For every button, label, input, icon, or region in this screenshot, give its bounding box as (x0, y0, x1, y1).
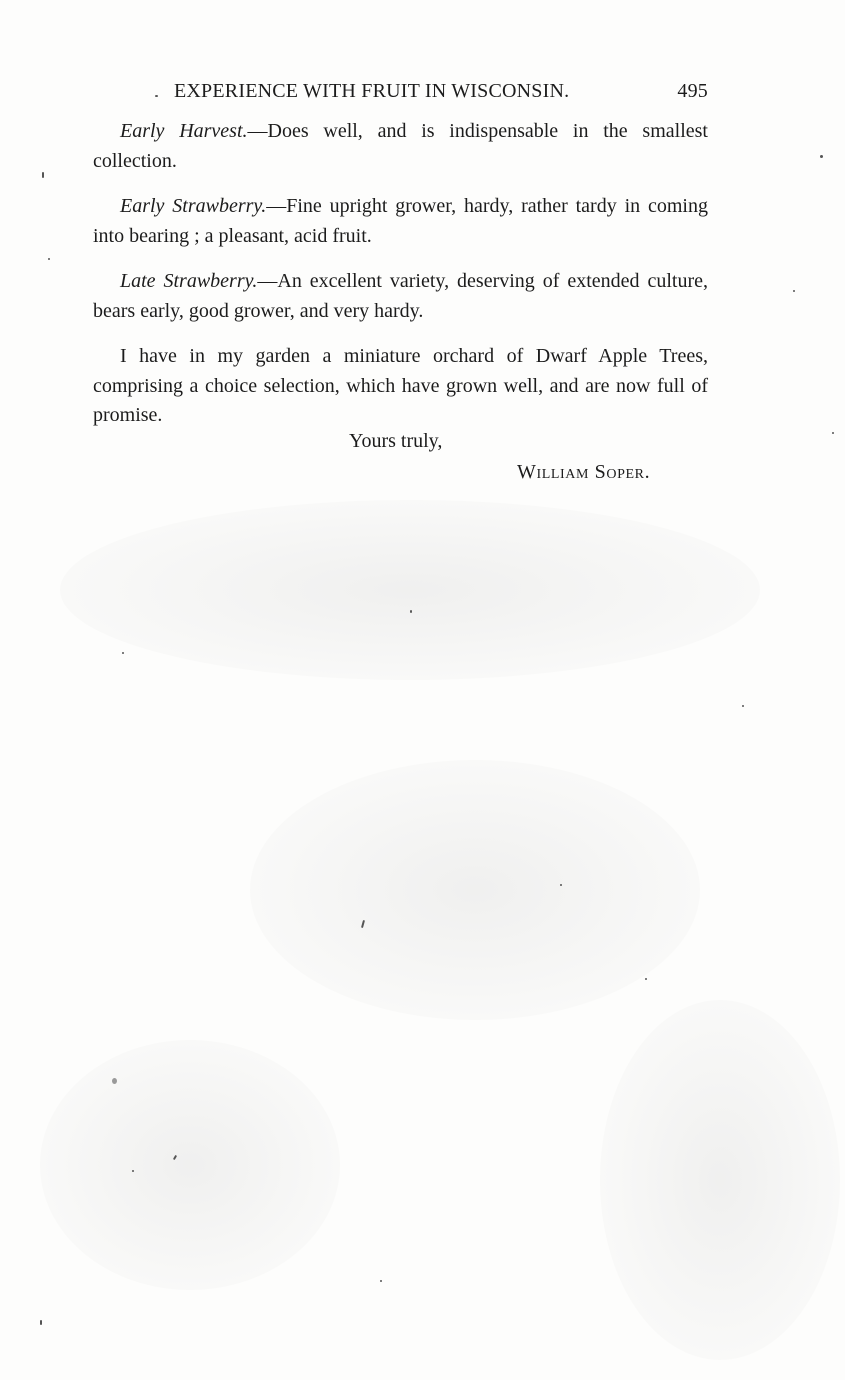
variety-name: Late Strawberry. (120, 270, 258, 292)
variety-description: —Does well, and is indispensable in the smallest collection. (93, 120, 708, 172)
variety-name: Early Strawberry. (120, 195, 267, 217)
scan-speck (132, 1170, 134, 1172)
page-header (174, 80, 708, 108)
scan-speck (112, 1078, 117, 1084)
variety-name: Early Harvest. (120, 120, 248, 142)
paragraph-early-harvest (93, 117, 708, 176)
scan-speck (560, 884, 562, 886)
scan-speck (645, 978, 647, 980)
scan-speck (380, 1280, 382, 1282)
paragraph-early-strawberry (93, 192, 708, 251)
page-number: 495 (677, 80, 708, 102)
scan-smudge (250, 760, 700, 1020)
scan-smudge (40, 1040, 340, 1290)
scan-smudge (60, 500, 760, 680)
scan-speck (122, 652, 124, 654)
scan-speck (410, 610, 412, 613)
variety-description: —Fine upright grower, hardy, rather tardy in coming into bearing ; a pleasant, acid fruit. (93, 195, 708, 247)
paragraph-late-strawberry (93, 267, 708, 326)
paragraph-text: I have in my garden a miniature orchard of Dwarf Apple Trees, comprising a choice selection, which have grown well, and are now full of promise. (93, 345, 708, 426)
letter-body (93, 117, 708, 431)
paragraph-dwarf-apple-trees (93, 342, 708, 431)
closing-salutation: Yours truly, (349, 430, 443, 452)
scan-speck (155, 95, 158, 97)
running-title: EXPERIENCE WITH FRUIT IN WISCONSIN. (174, 80, 570, 102)
scan-smudge (600, 1000, 840, 1360)
scan-speck (832, 432, 834, 434)
scan-speck (42, 172, 44, 178)
scan-speck (793, 290, 795, 292)
scan-speck (742, 705, 744, 707)
scan-speck (820, 155, 823, 158)
variety-description: —An excellent variety, deserving of extended culture, bears early, good grower, and very hardy. (93, 270, 708, 322)
scan-speck (40, 1320, 42, 1325)
scan-speck (48, 258, 50, 260)
signature: William Soper. (517, 461, 651, 483)
